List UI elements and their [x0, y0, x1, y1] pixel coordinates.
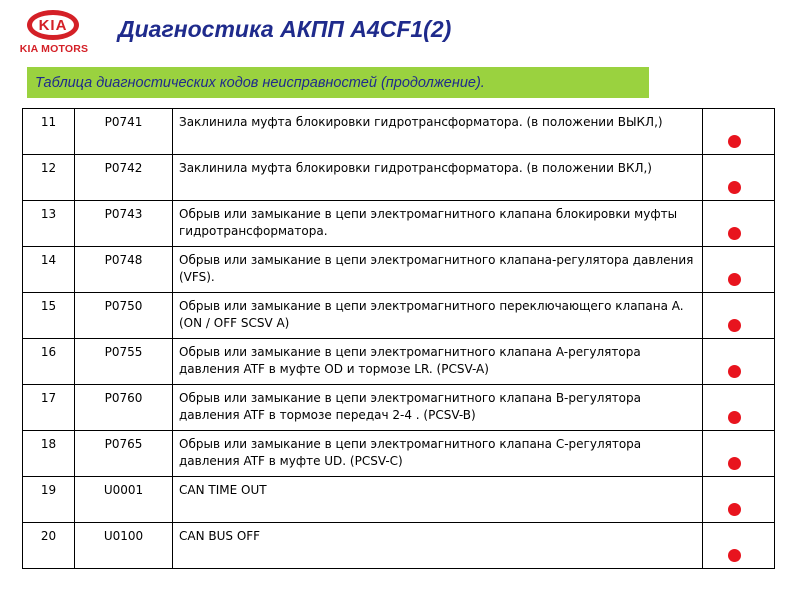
fault-description: Обрыв или замыкание в цепи электромагнитного клапана блокировки муфты гидротрансформатора.	[173, 201, 703, 247]
kia-motors-text: KIA MOTORS	[19, 43, 89, 55]
row-number: 17	[23, 385, 75, 431]
table-row	[23, 385, 775, 431]
indicator-cell	[703, 523, 775, 569]
red-dot-icon	[728, 181, 741, 194]
row-number: 18	[23, 431, 75, 477]
fault-description: Обрыв или замыкание в цепи электромагнитного клапана B-регулятора давления ATF в тормозе передач 2-4 . (PCSV-B)	[173, 385, 703, 431]
table-row	[23, 247, 775, 293]
red-dot-icon	[728, 457, 741, 470]
indicator-cell	[703, 293, 775, 339]
row-number: 11	[23, 109, 75, 155]
red-dot-icon	[728, 411, 741, 424]
table-row	[23, 109, 775, 155]
kia-emblem	[27, 10, 79, 40]
fault-description: CAN BUS OFF	[173, 523, 703, 569]
table-row	[23, 339, 775, 385]
fault-code: P0760	[75, 385, 173, 431]
fault-code: P0750	[75, 293, 173, 339]
fault-description: CAN TIME OUT	[173, 477, 703, 523]
subtitle-banner	[27, 67, 649, 98]
table-body	[23, 109, 775, 569]
indicator-cell	[703, 477, 775, 523]
table-row	[23, 293, 775, 339]
diagnostic-codes-table	[22, 108, 775, 569]
row-number: 16	[23, 339, 75, 385]
indicator-cell	[703, 339, 775, 385]
red-dot-icon	[728, 549, 741, 562]
indicator-cell	[703, 385, 775, 431]
red-dot-icon	[728, 135, 741, 148]
row-number: 14	[23, 247, 75, 293]
fault-description: Заклинила муфта блокировки гидротрансформатора. (в положении ВКЛ,)	[173, 155, 703, 201]
row-number: 13	[23, 201, 75, 247]
red-dot-icon	[728, 319, 741, 332]
table-row	[23, 523, 775, 569]
indicator-cell	[703, 155, 775, 201]
fault-description: Обрыв или замыкание в цепи электромагнитного клапана A-регулятора давления ATF в муфте OD и тормозе LR. (PCSV-A)	[173, 339, 703, 385]
fault-code: P0741	[75, 109, 173, 155]
row-number: 12	[23, 155, 75, 201]
subtitle-text: Таблица диагностических кодов неисправностей (продолжение).	[35, 74, 485, 91]
fault-description: Обрыв или замыкание в цепи электромагнитного клапана C-регулятора давления ATF в муфте UD. (PCSV-C)	[173, 431, 703, 477]
page-title: Диагностика АКПП A4CF1(2)	[118, 16, 452, 42]
red-dot-icon	[728, 227, 741, 240]
fault-code: P0742	[75, 155, 173, 201]
red-dot-icon	[728, 273, 741, 286]
kia-logo	[10, 8, 98, 60]
indicator-cell	[703, 109, 775, 155]
indicator-cell	[703, 247, 775, 293]
fault-code: P0755	[75, 339, 173, 385]
table-row	[23, 477, 775, 523]
table-row	[23, 201, 775, 247]
row-number: 20	[23, 523, 75, 569]
table-row	[23, 431, 775, 477]
table-row	[23, 155, 775, 201]
row-number: 15	[23, 293, 75, 339]
red-dot-icon	[728, 365, 741, 378]
fault-description: Обрыв или замыкание в цепи электромагнитного переключающего клапана A. (ON / OFF SCSV A)	[173, 293, 703, 339]
row-number: 19	[23, 477, 75, 523]
fault-description: Заклинила муфта блокировки гидротрансформатора. (в положении ВЫКЛ,)	[173, 109, 703, 155]
fault-code: P0765	[75, 431, 173, 477]
indicator-cell	[703, 431, 775, 477]
fault-code: P0743	[75, 201, 173, 247]
red-dot-icon	[728, 503, 741, 516]
kia-emblem-text: KIA	[38, 16, 68, 34]
fault-description: Обрыв или замыкание в цепи электромагнитного клапана-регулятора давления (VFS).	[173, 247, 703, 293]
fault-code: U0100	[75, 523, 173, 569]
fault-code: P0748	[75, 247, 173, 293]
indicator-cell	[703, 201, 775, 247]
fault-code: U0001	[75, 477, 173, 523]
